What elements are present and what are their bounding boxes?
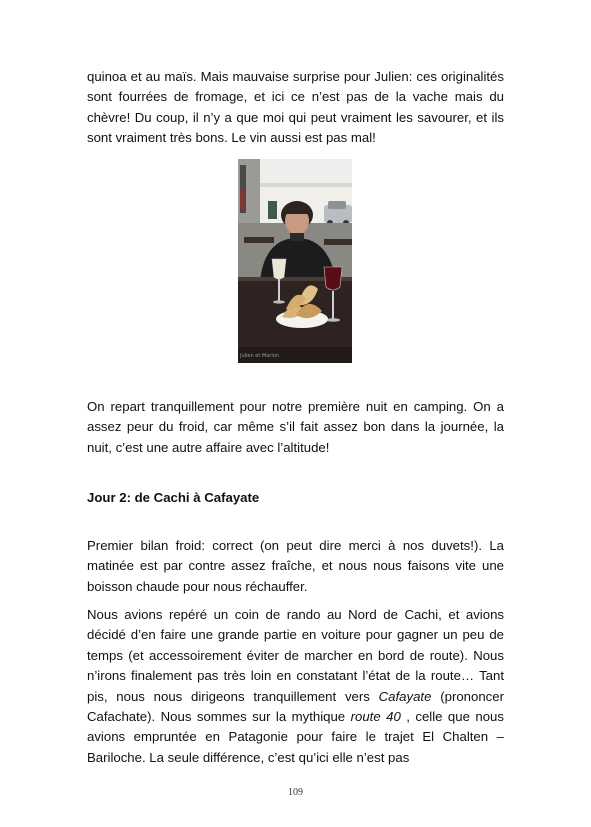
place-name-cafayate: Cafayate: [378, 688, 432, 704]
route-text-c: , celle que nous avions empruntée en Patagonie pour faire le trajet El Chalten – Bariloche. La seule différence, c’est qu’ici elle n’est pas: [87, 709, 504, 765]
section-heading: Jour 2: de Cachi à Cafayate: [87, 490, 260, 505]
paragraph-route: [87, 605, 504, 768]
photo-woman-at-table: [238, 159, 352, 363]
page-number: 109: [288, 787, 303, 798]
paragraph-restaurant: quinoa et au maïs. Mais mauvaise surprise pour Julien: ces originalités sont fourrées de fromage, et ici ce n’est pas de la vache mais du chèvre! Du coup, il n’y a que moi qui peut vraiment les savourer, et ils sont vraiment très bons. Le vin aussi est pas mal!: [87, 69, 504, 146]
route-text-a: Nous avions repéré un coin de rando au Nord de Cachi, et avions décidé d’en faire une grande partie en voiture pour gagner un peu de temps (et accessoirement éviter de marcher en bord de route). Nous n’irons finalement pas très loin en constatant l’état de la route… Tant pis, nous nous dirigeons tranquillement vers: [87, 607, 504, 704]
paragraph-camping: On repart tranquillement pour notre première nuit en camping. On a assez peur du froid, car même s’il fait assez bon dans la journée, la nuit, c’est une autre affaire avec l’altitude!: [87, 399, 504, 455]
paragraph-cold: Premier bilan froid: correct (on peut dire merci à nos duvets!). La matinée est par contre assez fraîche, et nous nous faisons vite une boisson chaude pour nous réchauffer.: [87, 538, 504, 594]
route-text-b: (prononcer Cafachate). Nous sommes sur la mythique: [87, 688, 504, 725]
road-name-route-40: route 40: [350, 709, 401, 725]
photo-watermark: Julien et Marion: [240, 353, 279, 359]
